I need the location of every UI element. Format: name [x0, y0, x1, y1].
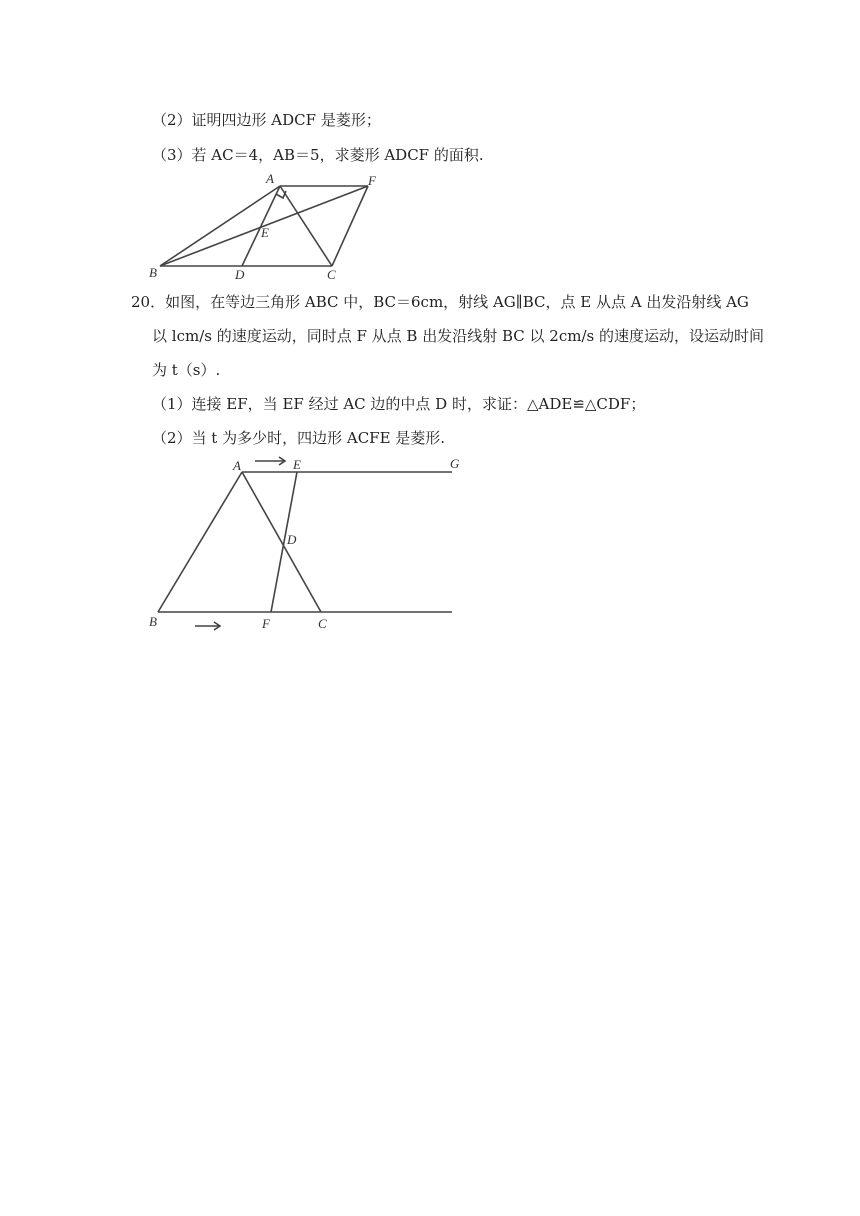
label-e: E — [293, 457, 301, 472]
label-d: D — [287, 532, 297, 547]
q20-part1: （1）连接 EF，当 EF 经过 AC 边的中点 D 时，求证：△ADE≌△CDF； — [152, 395, 646, 413]
figure-rhombus-adcf — [140, 170, 400, 280]
q20-stem-line2: 以 lcm/s 的速度运动，同时点 F 从点 B 出发沿线射 BC 以 2cm/s 的速度运动，设运动时间 — [152, 327, 764, 345]
label-f: F — [262, 616, 270, 631]
label-g: G — [450, 456, 460, 471]
label-d: D — [235, 267, 245, 280]
label-e: E — [261, 225, 269, 240]
q20-stem-line3: 为 t（s）. — [152, 361, 221, 379]
q19-part2: （2）证明四边形 ADCF 是菱形； — [152, 111, 381, 129]
q19-part3: （3）若 AC＝4，AB＝5，求菱形 ADCF 的面积. — [152, 146, 484, 164]
label-c: C — [327, 267, 336, 280]
segment-ac — [280, 186, 332, 266]
q20-stem-line1: 20．如图，在等边三角形 ABC 中，BC＝6cm，射线 AG∥BC，点 E 从点 A 出发沿射线 AG — [131, 293, 749, 311]
label-a: A — [266, 171, 274, 186]
label-a: A — [233, 458, 241, 473]
figure-equilateral-triangle — [140, 450, 470, 640]
segment-ab — [158, 472, 242, 612]
label-b: B — [149, 265, 157, 280]
q20-part2: （2）当 t 为多少时，四边形 ACFE 是菱形. — [152, 429, 446, 447]
label-b: B — [149, 614, 157, 629]
segment-ac — [242, 472, 321, 612]
label-f: F — [368, 173, 376, 188]
label-c: C — [318, 616, 327, 631]
